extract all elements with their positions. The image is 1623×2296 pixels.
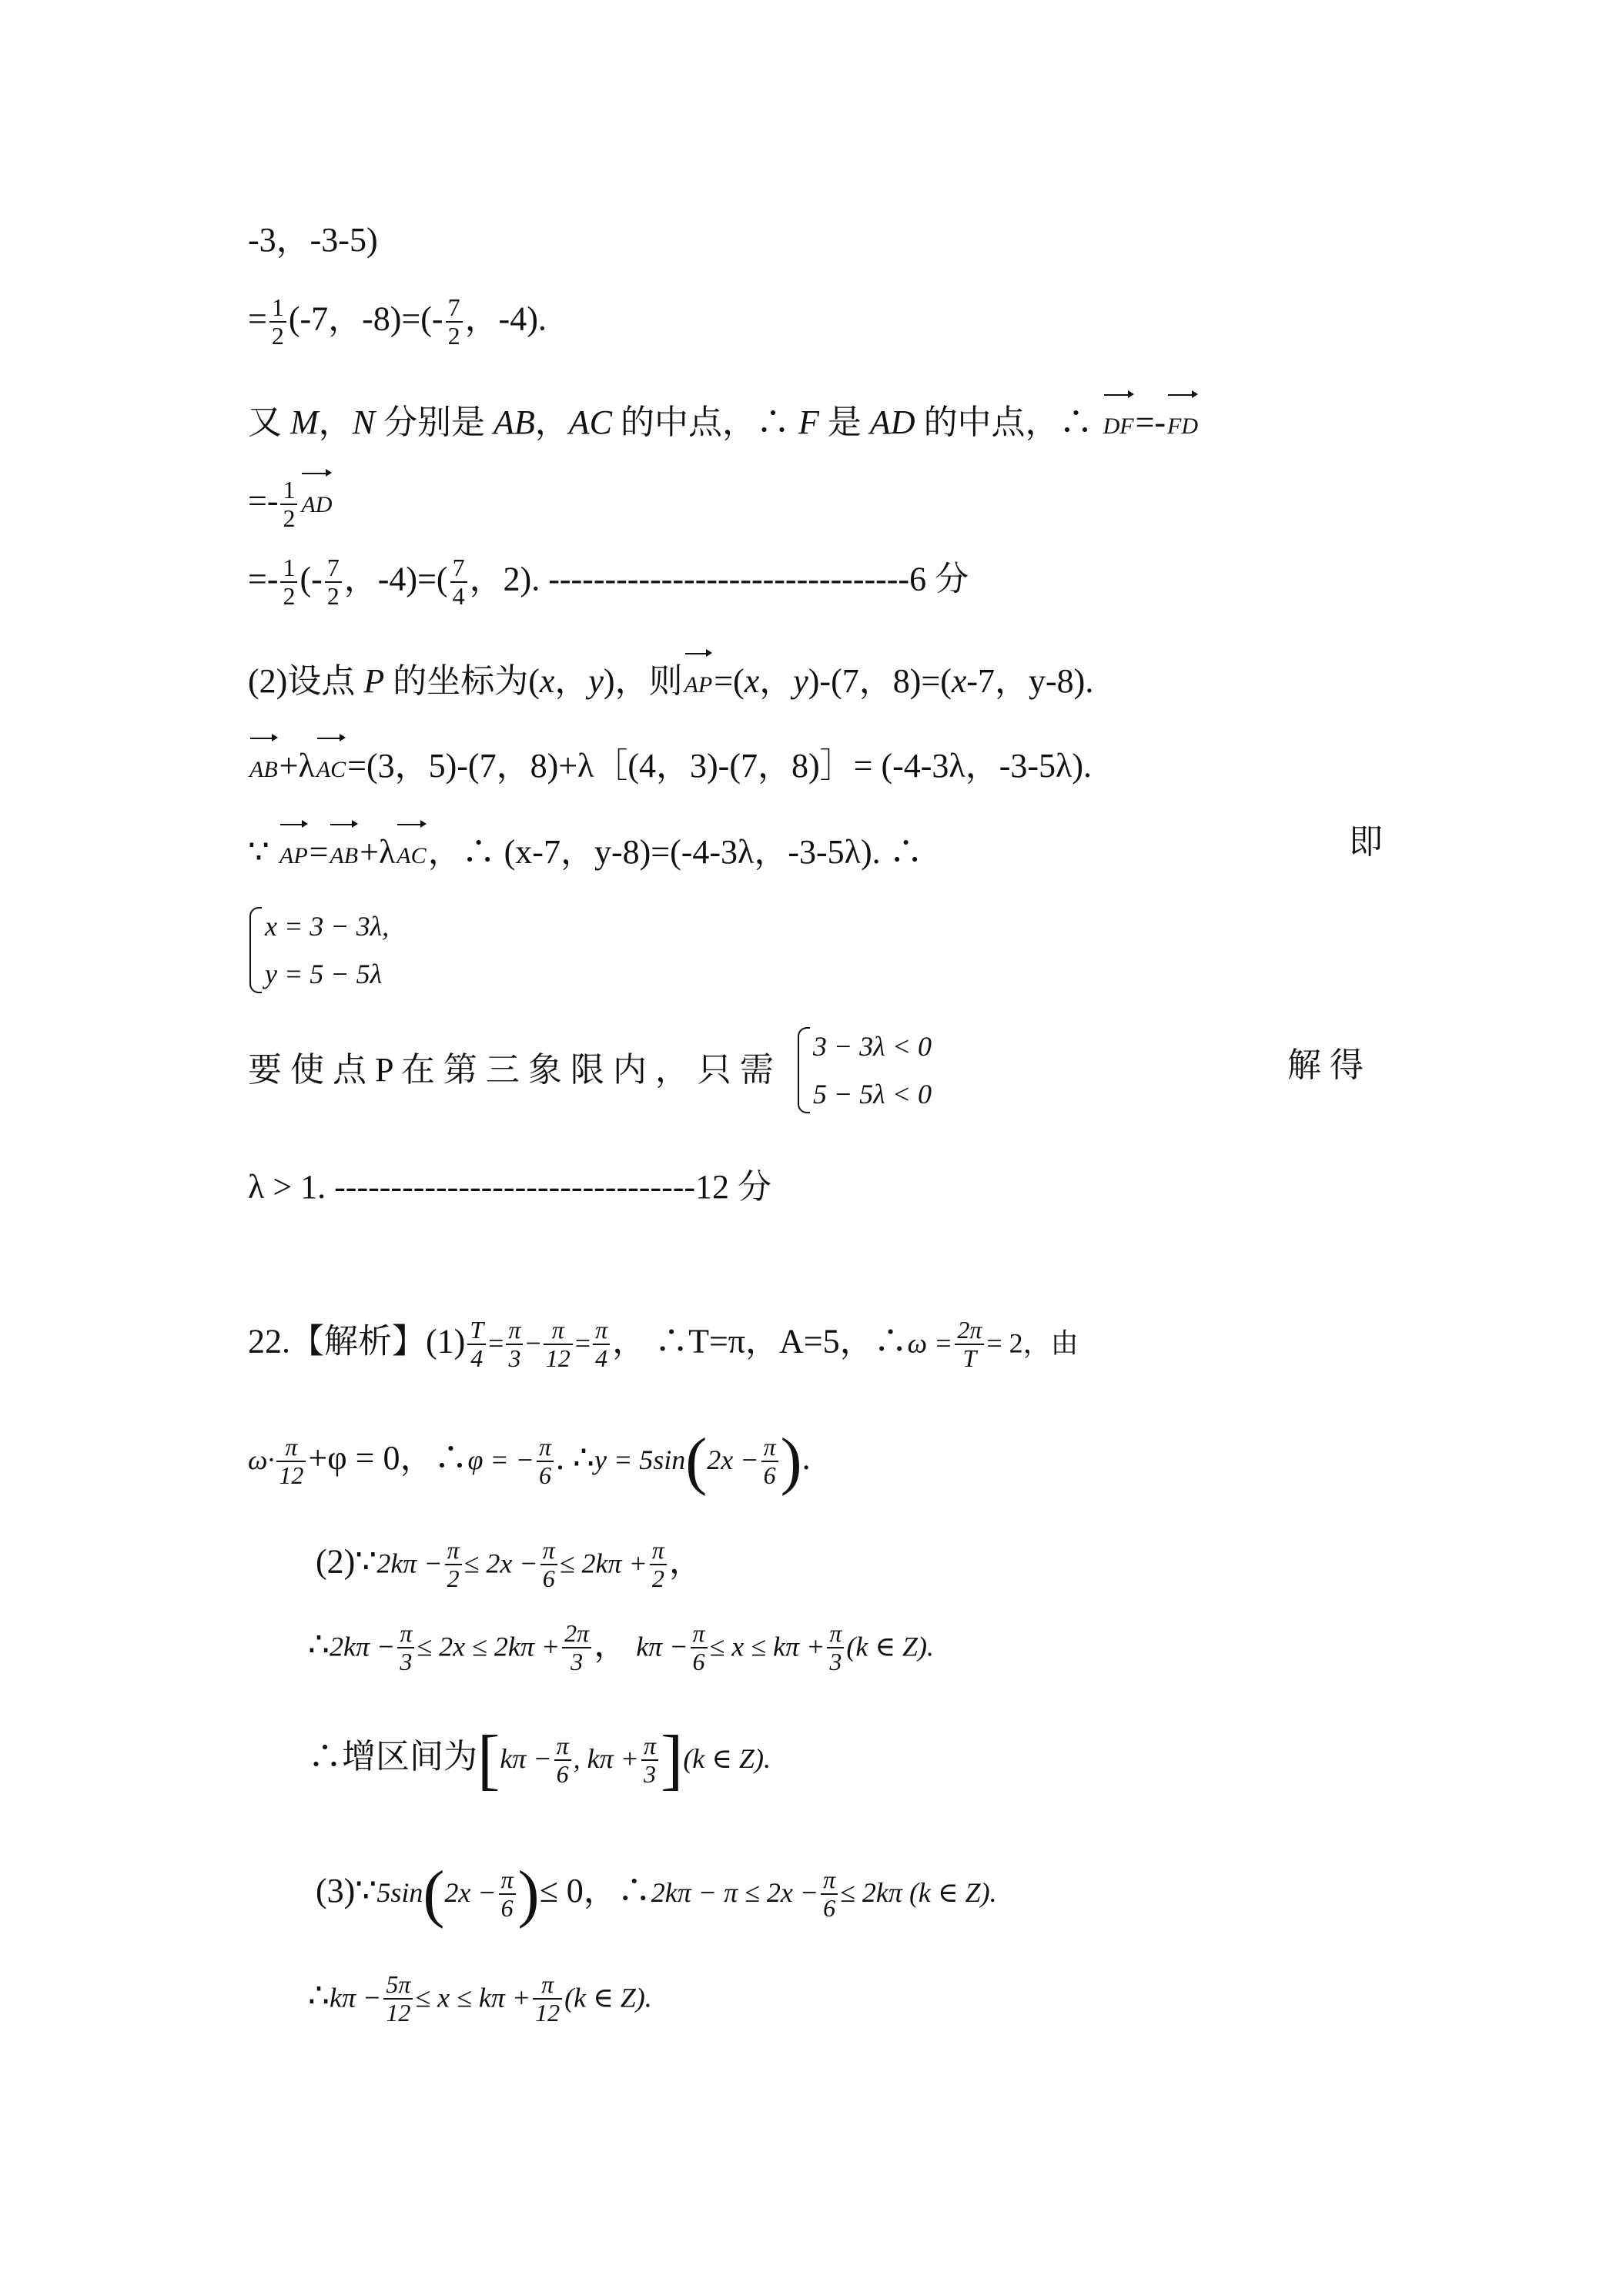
question-22-part-2-line-1: (2)∵2kπ − $\frac{\pi}{2}$ ≤ 2x − $\frac{\pi}{6}$ ≤ 2kπ + $\frac{\pi}{2}$ ，	[316, 1536, 703, 1593]
question-22-line-2: ω· $\frac{\pi}{12}$ +φ = 0，∴φ = − $\frac{\pi}{6}$ . ∴y = 5sin(2x − $\frac{\pi}{6}$ ).	[248, 1425, 811, 1497]
vector-ac: AC	[316, 733, 346, 793]
vector-df: DF	[1103, 390, 1134, 450]
question-22-line-1: 22.【解析】(1) $\frac{T}{4}$ = $\frac{\pi}{3}$ − $\frac{\pi}{12}$ = $\frac{\pi}{4}$ ， ∴T=π，A=5，∴ω = $\frac{2\pi}{T}$ = 2，由	[248, 1316, 1079, 1373]
line-8-ji: 即	[1349, 823, 1383, 861]
line-2: = $\frac{1}{2}$ (-7，-8)=(- $\frac{7}{2}$ ，-4).	[248, 293, 547, 350]
equation-system-2: 3 − 3λ < 0 5 − 5λ < 0	[796, 1022, 932, 1118]
line-4: =- $\frac{1}{2}$ AD	[248, 468, 333, 532]
fraction-seven-half: $\frac{7}{2}$	[446, 294, 463, 350]
line-5: =- $\frac{1}{2}$ (- $\frac{7}{2}$ ，-4)=( $\frac{7}{4}$ ，2). --------------------------------6 分	[248, 554, 969, 611]
line-8: ∵ AP=AB+λAC，∴ (x-7，y-8)=(-4-3λ，-3-5λ). ∴ 即	[248, 819, 1378, 879]
question-22-part-3-line-1: (3)∵5sin(2x − $\frac{\pi}{6}$ )≤ 0，∴2kπ − π ≤ 2x − $\frac{\pi}{6}$ ≤ 2kπ (k ∈ Z).	[316, 1858, 997, 1930]
fraction-half: $\frac{1}{2}$	[280, 554, 297, 610]
question-22-part-3-line-2: ∴kπ − $\frac{5\pi}{12}$ ≤ x ≤ kπ + $\frac{\pi}{12}$ (k ∈ Z).	[308, 1970, 652, 2027]
line-7: AB+λAC=(3，5)-(7，8)+λ［(4，3)-(7，8)］= (-4-3λ，-3-5λ).	[248, 733, 1092, 793]
fraction-seven-quarter: $\frac{7}{4}$	[450, 554, 467, 610]
line-11: λ > 1. --------------------------------12 分	[248, 1168, 772, 1206]
fraction-t4: $\frac{T}{4}$	[467, 1317, 486, 1372]
fraction-seven-half: $\frac{7}{2}$	[325, 554, 342, 610]
vector-ab: AB	[330, 819, 358, 879]
line-1: -3，-3-5)	[248, 221, 378, 259]
equation-system-1: x = 3 − 3λ, y = 5 − 5λ	[248, 902, 389, 998]
vector-ap: AP	[279, 819, 308, 879]
vector-fd: FD	[1167, 390, 1198, 450]
question-22-part-2-line-2: ∴2kπ − $\frac{\pi}{3}$ ≤ 2x ≤ 2kπ + $\frac{2\pi}{3}$ ， kπ − $\frac{\pi}{6}$ ≤ x ≤ kπ + $\frac{\pi}{3}$ (k ∈ Z).	[308, 1619, 934, 1676]
fraction-half: $\frac{1}{2}$	[280, 477, 297, 532]
line-6: (2)设点 P 的坐标为(x，y)，则AP=(x，y)-(7，8)=(x-7，y-8).	[248, 648, 1093, 708]
line-10: 要 使 点 P 在 第 三 象 限 内 ， 只 需 3 − 3λ < 0 5 − 5λ < 0 解 得	[248, 1022, 1378, 1118]
vector-ap: AP	[684, 648, 713, 708]
vector-ad: AD	[301, 468, 332, 528]
vector-ab: AB	[249, 733, 278, 793]
question-22-increasing-interval: ∴增区间为[kπ − $\frac{\pi}{6}$ , kπ + $\frac{\pi}{3}$ ](k ∈ Z).	[308, 1722, 771, 1797]
fraction-half: $\frac{1}{2}$	[269, 294, 286, 350]
line-3: 又 M，N 分别是 AB，AC 的中点，∴ F 是 AD 的中点，∴ DF=-FD	[248, 390, 1200, 450]
line-10-solve: 解 得	[1287, 1046, 1364, 1084]
vector-ac: AC	[397, 819, 426, 879]
